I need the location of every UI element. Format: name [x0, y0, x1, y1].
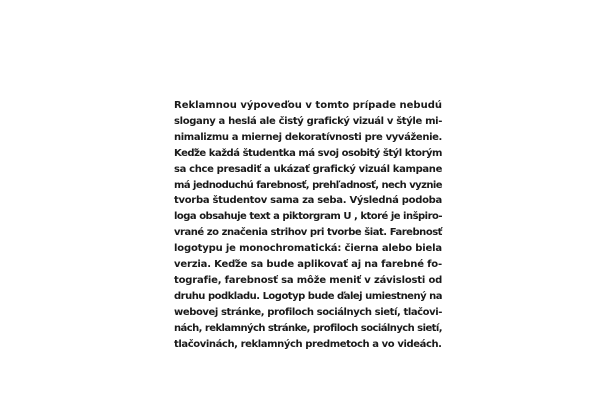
text-line: nách, reklamných stránke, profiloch sociálnych sietí, [174, 322, 442, 334]
text-line: Keďže každá študentka má svoj osobitý štýl ktorým [174, 147, 442, 159]
text-line: logotypu je monochromatická: čierna alebo biela [174, 243, 442, 255]
text-line: webovej stránke, profiloch sociálnych sietí, tlačovi- [174, 306, 442, 318]
text-line: loga obsahuje text a piktorgram U , ktoré je inšpiro- [174, 211, 442, 223]
text-line: má jednoduchú farebnosť, prehľadnosť, nech vyznie [174, 179, 442, 191]
text-line: slogany a heslá ale čistý grafický vizuál v štýle mi- [174, 115, 443, 127]
text-line: tlačovinách, reklamných predmetoch a vo videách. [174, 338, 442, 350]
text-line: vrané zo značenia strihov pri tvorbe šiat. Farebnosť [174, 227, 442, 239]
text-line: druhu podkladu. Logotyp bude ďalej umiestnený na [174, 290, 442, 302]
paragraph-text [174, 98, 442, 353]
text-line: Reklamnou výpoveďou v tomto prípade nebudú [174, 100, 442, 111]
text-line: tografie, farebnosť sa môže meniť v závislosti od [174, 274, 443, 286]
text-line: verzia. Keďže sa bude aplikovať aj na farebné fo- [174, 259, 442, 271]
text-line: nimalizmu a miernej dekoratívnosti pre vyváženie. [174, 131, 442, 143]
text-line: sa chce presadiť a ukázať grafický vizuál kampane [174, 163, 443, 175]
text-line: tvorba študentov sama za seba. Výsledná podoba [174, 195, 443, 207]
